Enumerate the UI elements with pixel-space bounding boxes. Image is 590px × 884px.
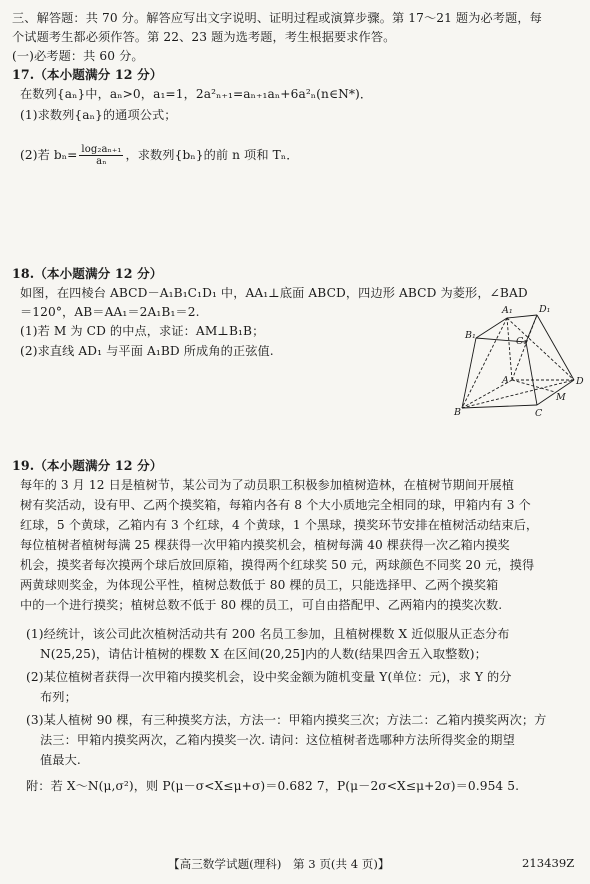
q17-fraction-numerator: log₂aₙ₊₁ xyxy=(81,144,122,155)
edge-BB1 xyxy=(462,338,476,408)
q19-part3-line2: 法三：甲箱内摸奖两次，乙箱内摸奖一次. 请问：这位植树者选哪种方法所得奖金的期望 xyxy=(40,733,515,747)
q19-part2-line1: (2)某位植树者获得一次甲箱内摸奖机会，设中奖金额为随机变量 Y(单位：元)，求 Y 的分 xyxy=(26,670,512,684)
section-heading-line1: 三、解答题：共 70 分。解答应写出文字说明、证明过程或演算步骤。第 17～21 题为必考题，每 xyxy=(12,11,542,25)
q18-part1: (1)若 M 为 CD 的中点，求证：AM⊥B₁B； xyxy=(20,324,265,338)
q19-part2-line2: 布列； xyxy=(40,690,77,704)
q17-header: 17.（本小题满分 12 分） xyxy=(12,67,163,82)
edge-AA1 xyxy=(507,318,512,380)
page-footer-title: 【高三数学试题(理科) 第 3 页(共 4 页)】 xyxy=(168,857,390,871)
q17-part2-tail: ，求数列{bₙ}的前 n 项和 Tₙ． xyxy=(125,148,299,162)
segment-AM xyxy=(512,380,555,392)
q19-text-line: 每位植树者植树每满 25 棵获得一次甲箱内摸奖机会，植树每满 40 棵获得一次乙箱内摸奖 xyxy=(20,538,510,552)
q19-text-line: 两黄球则奖金，为体现公平性，植树总数低于 80 棵的员工，只能选择甲、乙两个摸奖箱 xyxy=(20,578,499,592)
label-A: A xyxy=(502,375,509,386)
edge-CC1 xyxy=(526,342,537,405)
q17-part1: (1)求数列{aₙ}的通项公式； xyxy=(20,108,177,122)
label-D1: D₁ xyxy=(539,304,551,315)
label-B1: B₁ xyxy=(465,330,476,341)
q19-text-line: 红球，5 个黄球，乙箱内有 3 个红球，4 个黄球，1 个黑球，摸奖环节安排在植树活动结束后， xyxy=(20,518,539,532)
q18-stem-line2: ＝120°，AB＝AA₁＝2A₁B₁＝2. xyxy=(20,305,200,319)
q19-text-line: 树有奖活动，设有甲、乙两个摸奖箱，每箱内各有 8 个大小质地完全相同的球，甲箱内有 3 个 xyxy=(20,498,531,512)
required-section-heading: (一)必考题：共 60 分。 xyxy=(12,49,144,63)
label-D: D xyxy=(576,376,584,387)
q19-part3-line1: (3)某人植树 90 棵，有三种摸奖方法，方法一：甲箱内摸奖三次；方法二：乙箱内摸奖两次；方 xyxy=(26,713,547,727)
label-M: M xyxy=(556,392,566,403)
edge-DD1 xyxy=(537,315,574,380)
q19-text-line: 机会，摸奖者每次摸两个球后放回原箱，摸得两个红球奖 50 元，两球颜色不同奖 20 元，摸得 xyxy=(20,558,535,572)
q17-stem: 在数列{aₙ}中，aₙ>0，a₁=1，2a²ₙ₊₁=aₙ₊₁aₙ+6a²ₙ(n∈N*)． xyxy=(20,87,373,101)
q17-fraction xyxy=(79,144,123,167)
q19-part3-line3: 值最大. xyxy=(40,753,81,767)
page-footer-code: 213439Z xyxy=(522,856,575,870)
q18-part2: (2)求直线 AD₁ 与平面 A₁BD 所成角的正弦值. xyxy=(20,344,274,358)
q19-header: 19.（本小题满分 12 分） xyxy=(12,458,163,473)
q19-appendix: 附：若 X～N(μ,σ²)，则 P(μ－σ<X≤μ+σ)＝0.682 7，P(μ－2σ<X≤μ+2σ)＝0.954 5. xyxy=(26,779,520,793)
q18-stem-line1: 如图，在四棱台 ABCD－A₁B₁C₁D₁ 中，AA₁⊥底面 ABCD，四边形 ABCD 为菱形，∠BAD xyxy=(20,286,528,300)
label-A1: A₁ xyxy=(502,305,513,316)
section-heading-line2: 个试题考生都必须作答。第 22、23 题为选考题，考生根据要求作答。 xyxy=(12,30,396,44)
frustum-figure xyxy=(452,300,587,425)
q19-part1-line2: N(25,25)，请估计植树的棵数 X 在区间(20,25]内的人数(结果四舍五入取整数)； xyxy=(40,647,487,661)
label-B: B xyxy=(454,407,461,418)
q17-part2-lead: (2)若 bₙ= xyxy=(20,148,78,162)
q19-text-line: 中的一个进行摸奖；植树总数不低于 80 棵的员工，可自由搭配甲、乙两箱内的摸奖次数. xyxy=(20,598,503,612)
label-C: C xyxy=(535,408,543,419)
q19-part1-line1: (1)经统计，该公司此次植树活动共有 200 名员工参加，且植树棵数 X 近似服从正态分布 xyxy=(26,627,510,641)
q17-part2 xyxy=(20,144,298,167)
label-C1: C₁ xyxy=(516,336,528,347)
q17-fraction-denominator: aₙ xyxy=(96,156,107,167)
segment-A1D xyxy=(507,318,574,380)
q19-text-line: 每年的 3 月 12 日是植树节，某公司为了动员职工积极参加植树造林，在植树节期间开展植 xyxy=(20,478,515,492)
q18-header: 18.（本小题满分 12 分） xyxy=(12,266,163,281)
